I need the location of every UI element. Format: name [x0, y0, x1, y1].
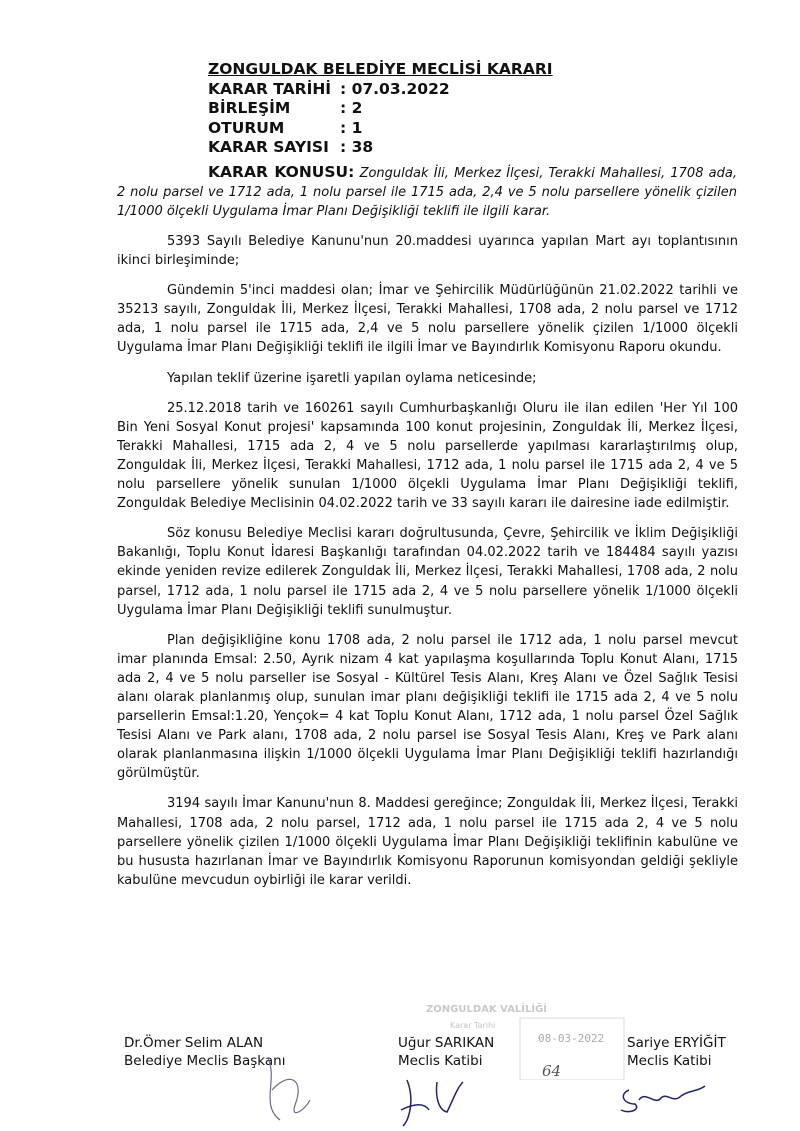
subject-label: KARAR KONUSU: — [208, 163, 355, 181]
stamp-date-label: Karar Tarihi — [450, 1021, 496, 1030]
paragraph: 5393 Sayılı Belediye Kanunu'nun 20.maddesi uyarınca yapılan Mart ayı toplantısının ikinci birleşiminde; — [117, 234, 738, 269]
handwritten-signature — [615, 1080, 710, 1120]
paragraph: Plan değişikliğine konu 1708 ada, 2 nolu parsel ile 1712 ada, 1 nolu parsel mevcut imar planında Emsal: 2.50, Ayrık nizam 4 kat yapılaşma koşullarında Toplu Konut Alanı, 1715 ada 2, 4 ve 5 nolu parseller ise Sosyal - Kültürel Tesis Alanı, Kreş Alanı ve Özel Sağlık Tesisi alanı olarak planlanmış olup, sunulan imar planı değişikliği teklifi ile 1715 ada 2, 4 ve 5 nolu parsellerin Emsal:1.20, Yençok= 4 kat Toplu Konut Alanı, 1712 ada, 1 nolu parsel Özel Sağlık Tesisi Alanı ve Park alanı, 1708 ada, 2 nolu parsel ise Sosyal Tesis Alanı, Kreş ve Park alanı olarak planlanmasına ilişkin 1/1000 ölçekli Uygulama İmar Planı Değişikliği teklifi hazırlandığı görülmüştür. — [117, 632, 738, 782]
paragraph: 25.12.2018 tarih ve 160261 sayılı Cumhurbaşkanlığı Oluru ile ilan edilen 'Her Yıl 100 Bin Yeni Sosyal Konut projesi' kapsamında 100 konut projesinin, Zonguldak İli, Merkez İlçesi, Terakki Mahallesi, 1715 ada 2, 4 ve 5 nolu parsellerde yapılması kararlaştırılmış olup, Zonguldak İli, Merkez İlçesi, Terakki Mahallesi, 1712 ada, 1 nolu parsel ile 1715 ada 2, 4 ve 5 nolu parsellere yönelik sunulan 1/1000 ölçekli Uygulama İmar Planı Değişikliği teklifi, Zonguldak Belediye Meclisinin 04.02.2022 tarih ve 33 sayılı kararı ile dairesine iade edilmiştir. — [117, 400, 738, 512]
header-value: : 2 — [340, 99, 363, 117]
signer-name: Sariye ERYİĞİT — [627, 1035, 726, 1051]
stamp-org: ZONGULDAK VALİLİĞİ — [426, 1004, 548, 1015]
stamp-number: 64 — [542, 1062, 562, 1080]
handwritten-signature — [250, 1050, 330, 1130]
signer-name: Dr.Ömer Selim ALAN — [124, 1035, 264, 1051]
header-label: KARAR TARİHİ — [208, 79, 332, 98]
header-row-sitting — [208, 119, 553, 139]
decision-subject — [117, 163, 737, 221]
header-value: : 1 — [340, 118, 363, 137]
decision-body — [117, 232, 738, 901]
header-label: BİRLEŞİM — [208, 99, 291, 117]
document-title: ZONGULDAK BELEDİYE MECLİSİ KARARI — [208, 60, 553, 78]
signer-role: Meclis Katibi — [627, 1053, 712, 1069]
signature-block — [627, 1034, 726, 1070]
paragraph: 3194 sayılı İmar Kanunu'nun 8. Maddesi gereğince; Zonguldak İli, Merkez İlçesi, Terakki Mahallesi, 1708 ada, 2 nolu parsel, 1712 ada, 1 nolu parsel ile 1715 ada 2, 4 ve 5 nolu parsellere yönelik çizilen 1/1000 ölçekli Uygulama İmar Planı Değişikliği teklifinin kabulüne ve bu hususta hazırlanan İmar ve Bayındırlık Komisyonu Raporunun komisyondan geldiği şekliyle kabulüne mevcudun oybirliği ile karar verildi. — [117, 796, 738, 888]
header-label: KARAR SAYISI — [208, 138, 329, 156]
paragraph: Gündemin 5'inci maddesi olan; İmar ve Şehircilik Müdürlüğünün 21.02.2022 tarihli ve 35213 sayılı, Zonguldak İli, Merkez İlçesi, Terakki Mahallesi, 1708 ada, 2 nolu parsel ve 1712 ada, 1 nolu parsel ile 1715 ada, 2,4 ve 5 nolu parsellere yönelik çizilen 1/1000 ölçekli Uygulama İmar Planı Değişikliği teklifi ile ilgili İmar ve Bayındırlık Komisyonu Raporu okundu. — [117, 283, 738, 356]
signer-name: Uğur SARIKAN — [398, 1035, 495, 1051]
decision-header — [208, 60, 553, 158]
header-row-date — [208, 80, 553, 100]
paragraph: Yapılan teklif üzerine işaretli yapılan oylama neticesinde; — [167, 370, 537, 386]
subject-text: Zonguldak İli, Merkez İlçesi, Terakki Mahallesi, 1708 ada, 2 nolu parsel ve 1712 ada, 1 nolu parsel ile 1715 ada, 2,4 ve 5 nolu parsellere yönelik çizilen 1/1000 ölçekli Uygulama İmar Planı Değişikliği teklifi ile ilgili karar. — [117, 166, 737, 219]
handwritten-signature — [395, 1070, 475, 1130]
paragraph: Söz konusu Belediye Meclisi kararı doğrultusunda, Çevre, Şehircilik ve İklim Değişikliği Bakanlığı, Toplu Konut İdaresi Başkanlığı tarafından 04.02.2022 tarih ve 184484 sayılı yazısı ekinde yeniden revize edilerek Zonguldak İli, Merkez İlçesi, Terakki Mahallesi, 1708 ada, 2 nolu parsel, 1712 ada, 1 nolu parsel ile 1715 ada 2, 4 ve 5 nolu parsellere yönelik 1/1000 ölçekli Uygulama İmar Planı Değişikliği teklifi sunulmuştur. — [117, 526, 738, 618]
header-value: : 38 — [340, 138, 374, 156]
header-row-number — [208, 138, 553, 158]
signer-role: Belediye Meclis Başkanı — [124, 1053, 286, 1069]
header-row-session — [208, 99, 553, 119]
signature-block — [398, 1034, 494, 1070]
signer-role: Meclis Katibi — [398, 1053, 483, 1069]
stamp-date: 08-03-2022 — [538, 1032, 605, 1045]
header-label: OTURUM — [208, 118, 285, 137]
header-value: : 07.03.2022 — [340, 79, 450, 98]
